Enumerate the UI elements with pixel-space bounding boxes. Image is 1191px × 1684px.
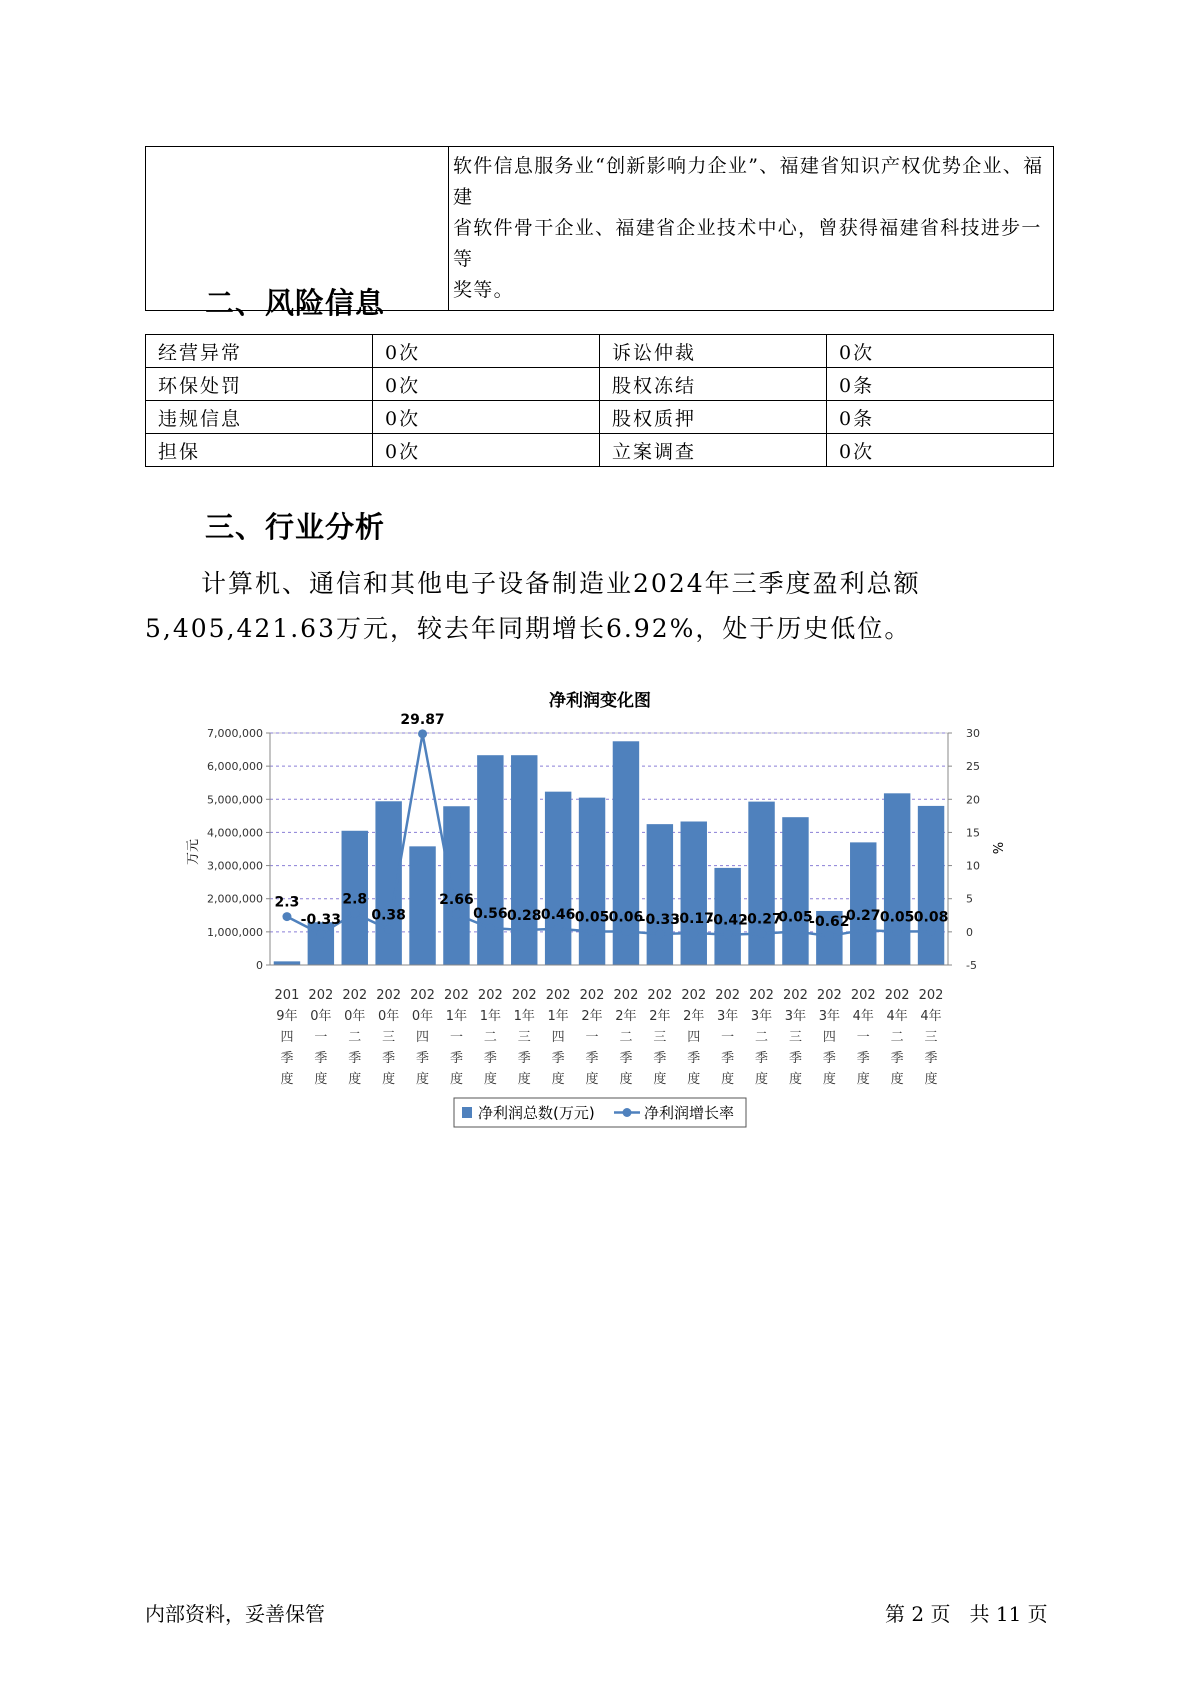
x-tick-label: 四 xyxy=(280,1030,294,1045)
growth-point xyxy=(384,925,393,934)
x-tick-label: 季 xyxy=(382,1051,396,1066)
x-tick-label: 202 xyxy=(342,988,368,1003)
bar xyxy=(274,961,300,965)
y-axis-label: 万元 xyxy=(186,838,201,866)
y2-tick-label: 15 xyxy=(966,826,980,840)
y2-tick-label: 20 xyxy=(966,793,980,807)
growth-point xyxy=(452,910,461,919)
data-label: 0.27 xyxy=(845,908,881,925)
section-heading-risk: 二、风险信息 xyxy=(205,286,386,320)
growth-point xyxy=(282,912,291,921)
data-label: -0.62 xyxy=(809,913,850,930)
growth-point xyxy=(791,927,800,936)
x-tick-label: 度 xyxy=(755,1072,769,1087)
x-tick-label: 2年 xyxy=(683,1009,705,1024)
risk-label: 股权质押 xyxy=(600,401,827,434)
risk-value: 0次 xyxy=(827,434,1054,467)
section-heading-industry: 三、行业分析 xyxy=(205,510,386,544)
x-tick-label: 季 xyxy=(416,1051,430,1066)
footer-right: 第 2 页 共 11 页 xyxy=(885,1602,1048,1626)
x-tick-label: 202 xyxy=(613,988,639,1003)
risk-value: 0次 xyxy=(373,335,600,368)
growth-point xyxy=(927,927,936,936)
x-tick-label: 202 xyxy=(715,988,741,1003)
data-label: 2.66 xyxy=(439,892,474,909)
growth-point xyxy=(723,930,732,939)
data-label: -0.33 xyxy=(639,912,681,929)
x-tick-label: 4年 xyxy=(886,1009,908,1024)
paragraph-line-1: 计算机、通信和其他电子设备制造业2024年三季度盈利总额 xyxy=(201,569,921,598)
legend-bar-label: 净利润总数(万元) xyxy=(478,1104,595,1122)
risk-label: 诉讼仲裁 xyxy=(600,335,827,368)
x-tick-label: 202 xyxy=(308,988,334,1003)
x-tick-label: 0年 xyxy=(411,1009,434,1024)
y-tick-label: 3,000,000 xyxy=(207,859,263,873)
y-tick-label: 2,000,000 xyxy=(207,892,263,906)
x-tick-label: 度 xyxy=(687,1072,701,1087)
honors-line-1: 软件信息服务业“创新影响力企业”、福建省知识产权优势企业、福建 xyxy=(453,155,1044,208)
x-tick-label: 1年 xyxy=(513,1009,535,1024)
growth-point xyxy=(621,927,630,936)
x-tick-label: 202 xyxy=(444,988,469,1003)
x-tick-label: 季 xyxy=(348,1051,362,1066)
x-tick-label: 度 xyxy=(280,1072,294,1087)
x-tick-label: 一 xyxy=(314,1030,328,1045)
x-tick-label: 4年 xyxy=(852,1009,874,1024)
x-tick-label: 3年 xyxy=(818,1009,840,1024)
x-tick-label: 2年 xyxy=(615,1009,637,1024)
bar xyxy=(884,793,910,965)
growth-point xyxy=(893,927,902,936)
growth-point xyxy=(655,930,664,939)
x-tick-label: 三 xyxy=(924,1030,938,1045)
x-tick-label: 度 xyxy=(483,1072,497,1087)
x-tick-label: 二 xyxy=(348,1030,362,1045)
bar xyxy=(647,824,673,965)
paragraph-line-2: 5,405,421.63万元，较去年同期增长6.92%，处于历史低位。 xyxy=(145,614,912,643)
x-tick-label: 202 xyxy=(749,988,774,1003)
y2-tick-label: 0 xyxy=(966,925,973,939)
x-tick-label: 202 xyxy=(783,988,808,1003)
x-tick-label: 202 xyxy=(918,988,944,1003)
data-label: -0.17 xyxy=(673,910,714,927)
data-label: 0.08 xyxy=(913,909,949,926)
risk-label: 经营异常 xyxy=(146,335,373,368)
x-tick-label: 一 xyxy=(449,1030,463,1045)
y-tick-label: 6,000,000 xyxy=(207,760,263,774)
x-tick-label: 季 xyxy=(856,1051,870,1066)
x-tick-label: 季 xyxy=(280,1051,294,1066)
x-tick-label: 度 xyxy=(619,1072,633,1087)
data-label: 0.06 xyxy=(608,909,644,926)
chart-title: 净利润变化图 xyxy=(549,691,651,711)
x-tick-label: 四 xyxy=(551,1030,565,1045)
bar xyxy=(545,792,571,965)
x-tick-label: 度 xyxy=(551,1072,565,1087)
risk-label: 环保处罚 xyxy=(146,368,373,401)
x-tick-label: 四 xyxy=(416,1030,430,1045)
bar xyxy=(443,806,469,965)
y2-tick-label: 25 xyxy=(966,760,980,774)
x-tick-label: 202 xyxy=(884,988,910,1003)
x-tick-label: 一 xyxy=(721,1030,735,1045)
x-tick-label: 度 xyxy=(416,1072,430,1087)
x-tick-label: 202 xyxy=(647,988,673,1003)
x-tick-label: 202 xyxy=(511,988,537,1003)
y2-tick-label: 10 xyxy=(966,859,980,873)
x-tick-label: 季 xyxy=(653,1051,667,1066)
x-tick-label: 度 xyxy=(653,1072,667,1087)
y-tick-label: 5,000,000 xyxy=(207,793,263,807)
x-tick-label: 季 xyxy=(822,1051,836,1066)
x-tick-label: 二 xyxy=(619,1030,633,1045)
x-tick-label: 度 xyxy=(856,1072,870,1087)
x-tick-label: 季 xyxy=(619,1051,633,1066)
honors-line-3: 奖等。 xyxy=(453,279,514,301)
y2-tick-label: 5 xyxy=(966,892,973,906)
plot-area xyxy=(270,733,948,965)
growth-point xyxy=(486,924,495,933)
x-tick-label: 202 xyxy=(579,988,605,1003)
growth-point xyxy=(859,926,868,935)
x-tick-label: 4年 xyxy=(920,1009,942,1024)
legend-line-marker xyxy=(623,1108,632,1117)
x-tick-label: 三 xyxy=(382,1030,396,1045)
data-label: 2.8 xyxy=(342,891,368,908)
chart-legend xyxy=(454,1098,746,1127)
risk-value: 0次 xyxy=(373,434,600,467)
x-tick-label: 季 xyxy=(449,1051,463,1066)
gridlines xyxy=(270,733,948,965)
y-tick-label: 4,000,000 xyxy=(207,826,263,840)
x-tick-label: 二 xyxy=(755,1030,769,1045)
x-tick-label: 二 xyxy=(483,1030,497,1045)
data-label: -0.27 xyxy=(741,911,782,928)
growth-point xyxy=(520,926,529,935)
x-tick-label: 9年 xyxy=(276,1009,298,1024)
x-tick-label: 202 xyxy=(816,988,842,1003)
legend-bar-swatch xyxy=(462,1107,472,1118)
x-tick-label: 季 xyxy=(483,1051,497,1066)
x-tick-label: 201 xyxy=(274,988,300,1003)
bar xyxy=(681,821,707,965)
risk-label: 立案调查 xyxy=(600,434,827,467)
x-tick-label: 度 xyxy=(348,1072,362,1087)
data-label: 0.05 xyxy=(879,909,915,926)
x-tick-label: 季 xyxy=(517,1051,531,1066)
x-tick-label: 202 xyxy=(376,988,402,1003)
data-label: 0.38 xyxy=(371,907,406,924)
x-tick-label: 度 xyxy=(314,1072,328,1087)
x-tick-label: 度 xyxy=(721,1072,735,1087)
x-tick-label: 三 xyxy=(653,1030,667,1045)
bar xyxy=(918,806,944,965)
x-tick-label: 度 xyxy=(788,1072,802,1087)
y2-tick-label: 30 xyxy=(966,727,980,740)
x-tick-label: 四 xyxy=(822,1030,836,1045)
risk-label: 担保 xyxy=(146,434,373,467)
x-tick-label: 3年 xyxy=(784,1009,807,1024)
x-tick-label: 三 xyxy=(788,1030,802,1045)
risk-value: 0条 xyxy=(827,368,1054,401)
data-label: 0.05 xyxy=(574,909,610,926)
x-tick-label: 2年 xyxy=(649,1009,671,1024)
data-label: 0.56 xyxy=(473,906,508,923)
bar xyxy=(477,755,503,965)
legend-line-label: 净利润增长率 xyxy=(644,1104,735,1122)
x-tick-label: 季 xyxy=(788,1051,802,1066)
x-tick-label: 1年 xyxy=(479,1009,501,1024)
data-label: -0.42 xyxy=(707,912,748,929)
x-tick-label: 1年 xyxy=(547,1009,569,1024)
growth-point xyxy=(757,929,766,938)
x-tick-label: 一 xyxy=(856,1030,870,1045)
x-tick-label: 2年 xyxy=(581,1009,603,1024)
bar xyxy=(579,798,605,965)
x-tick-label: 0年 xyxy=(344,1009,366,1024)
y-tick-label: 0 xyxy=(256,959,263,972)
x-tick-label: 季 xyxy=(755,1051,769,1066)
data-label: 0.05 xyxy=(778,909,813,926)
x-tick-label: 度 xyxy=(822,1072,836,1087)
growth-point xyxy=(825,931,834,940)
x-tick-label: 度 xyxy=(890,1072,904,1087)
data-label: 0.46 xyxy=(540,906,576,923)
x-tick-label: 1年 xyxy=(445,1009,468,1024)
x-tick-label: 202 xyxy=(477,988,503,1003)
growth-point xyxy=(689,928,698,937)
x-tick-label: 202 xyxy=(410,988,435,1003)
x-tick-label: 三 xyxy=(517,1030,531,1045)
x-tick-label: 季 xyxy=(687,1051,701,1066)
data-label: 29.87 xyxy=(400,711,445,728)
x-tick-label: 202 xyxy=(850,988,876,1003)
x-tick-label: 季 xyxy=(551,1051,565,1066)
x-tick-label: 二 xyxy=(890,1030,904,1045)
x-tick-label: 202 xyxy=(545,988,571,1003)
bar xyxy=(748,802,774,965)
risk-label: 违规信息 xyxy=(146,401,373,434)
data-label: 0.28 xyxy=(506,908,542,925)
risk-label: 股权冻结 xyxy=(600,368,827,401)
x-tick-label: 度 xyxy=(449,1072,463,1087)
y-tick-label: 1,000,000 xyxy=(207,925,263,939)
honors-line-2: 省软件骨干企业、福建省企业技术中心，曾获得福建省科技进步一等 xyxy=(453,217,1042,270)
x-tick-label: 季 xyxy=(585,1051,599,1066)
x-tick-label: 0年 xyxy=(310,1009,332,1024)
bar xyxy=(850,842,876,965)
x-tick-label: 度 xyxy=(517,1072,531,1087)
footer-left: 内部资料，妥善保管 xyxy=(145,1602,325,1626)
risk-value: 0条 xyxy=(827,401,1054,434)
x-tick-label: 0年 xyxy=(378,1009,400,1024)
x-tick-label: 3年 xyxy=(717,1009,739,1024)
x-tick-label: 季 xyxy=(924,1051,938,1066)
growth-point xyxy=(418,729,427,738)
x-tick-label: 度 xyxy=(924,1072,938,1087)
growth-point xyxy=(588,927,597,936)
growth-point xyxy=(316,930,325,939)
growth-point xyxy=(350,909,359,918)
x-tick-label: 季 xyxy=(890,1051,904,1066)
x-tick-label: 202 xyxy=(681,988,707,1003)
bar xyxy=(782,817,808,965)
risk-value: 0次 xyxy=(827,335,1054,368)
x-tick-label: 一 xyxy=(585,1030,599,1045)
risk-value: 0次 xyxy=(373,368,600,401)
x-tick-label: 度 xyxy=(585,1072,599,1087)
x-tick-label: 3年 xyxy=(750,1009,773,1024)
risk-value: 0次 xyxy=(373,401,600,434)
y2-tick-label: -5 xyxy=(966,959,977,972)
x-tick-label: 四 xyxy=(687,1030,701,1045)
growth-point xyxy=(554,924,563,933)
bar xyxy=(409,846,435,965)
y2-axis-label: % xyxy=(989,841,1004,855)
x-tick-label: 度 xyxy=(382,1072,396,1087)
data-label: 2.3 xyxy=(274,894,300,911)
x-tick-label: 季 xyxy=(721,1051,735,1066)
data-label: -0.33 xyxy=(300,912,342,929)
y-tick-label: 7,000,000 xyxy=(207,727,263,740)
x-tick-label: 季 xyxy=(314,1051,328,1066)
